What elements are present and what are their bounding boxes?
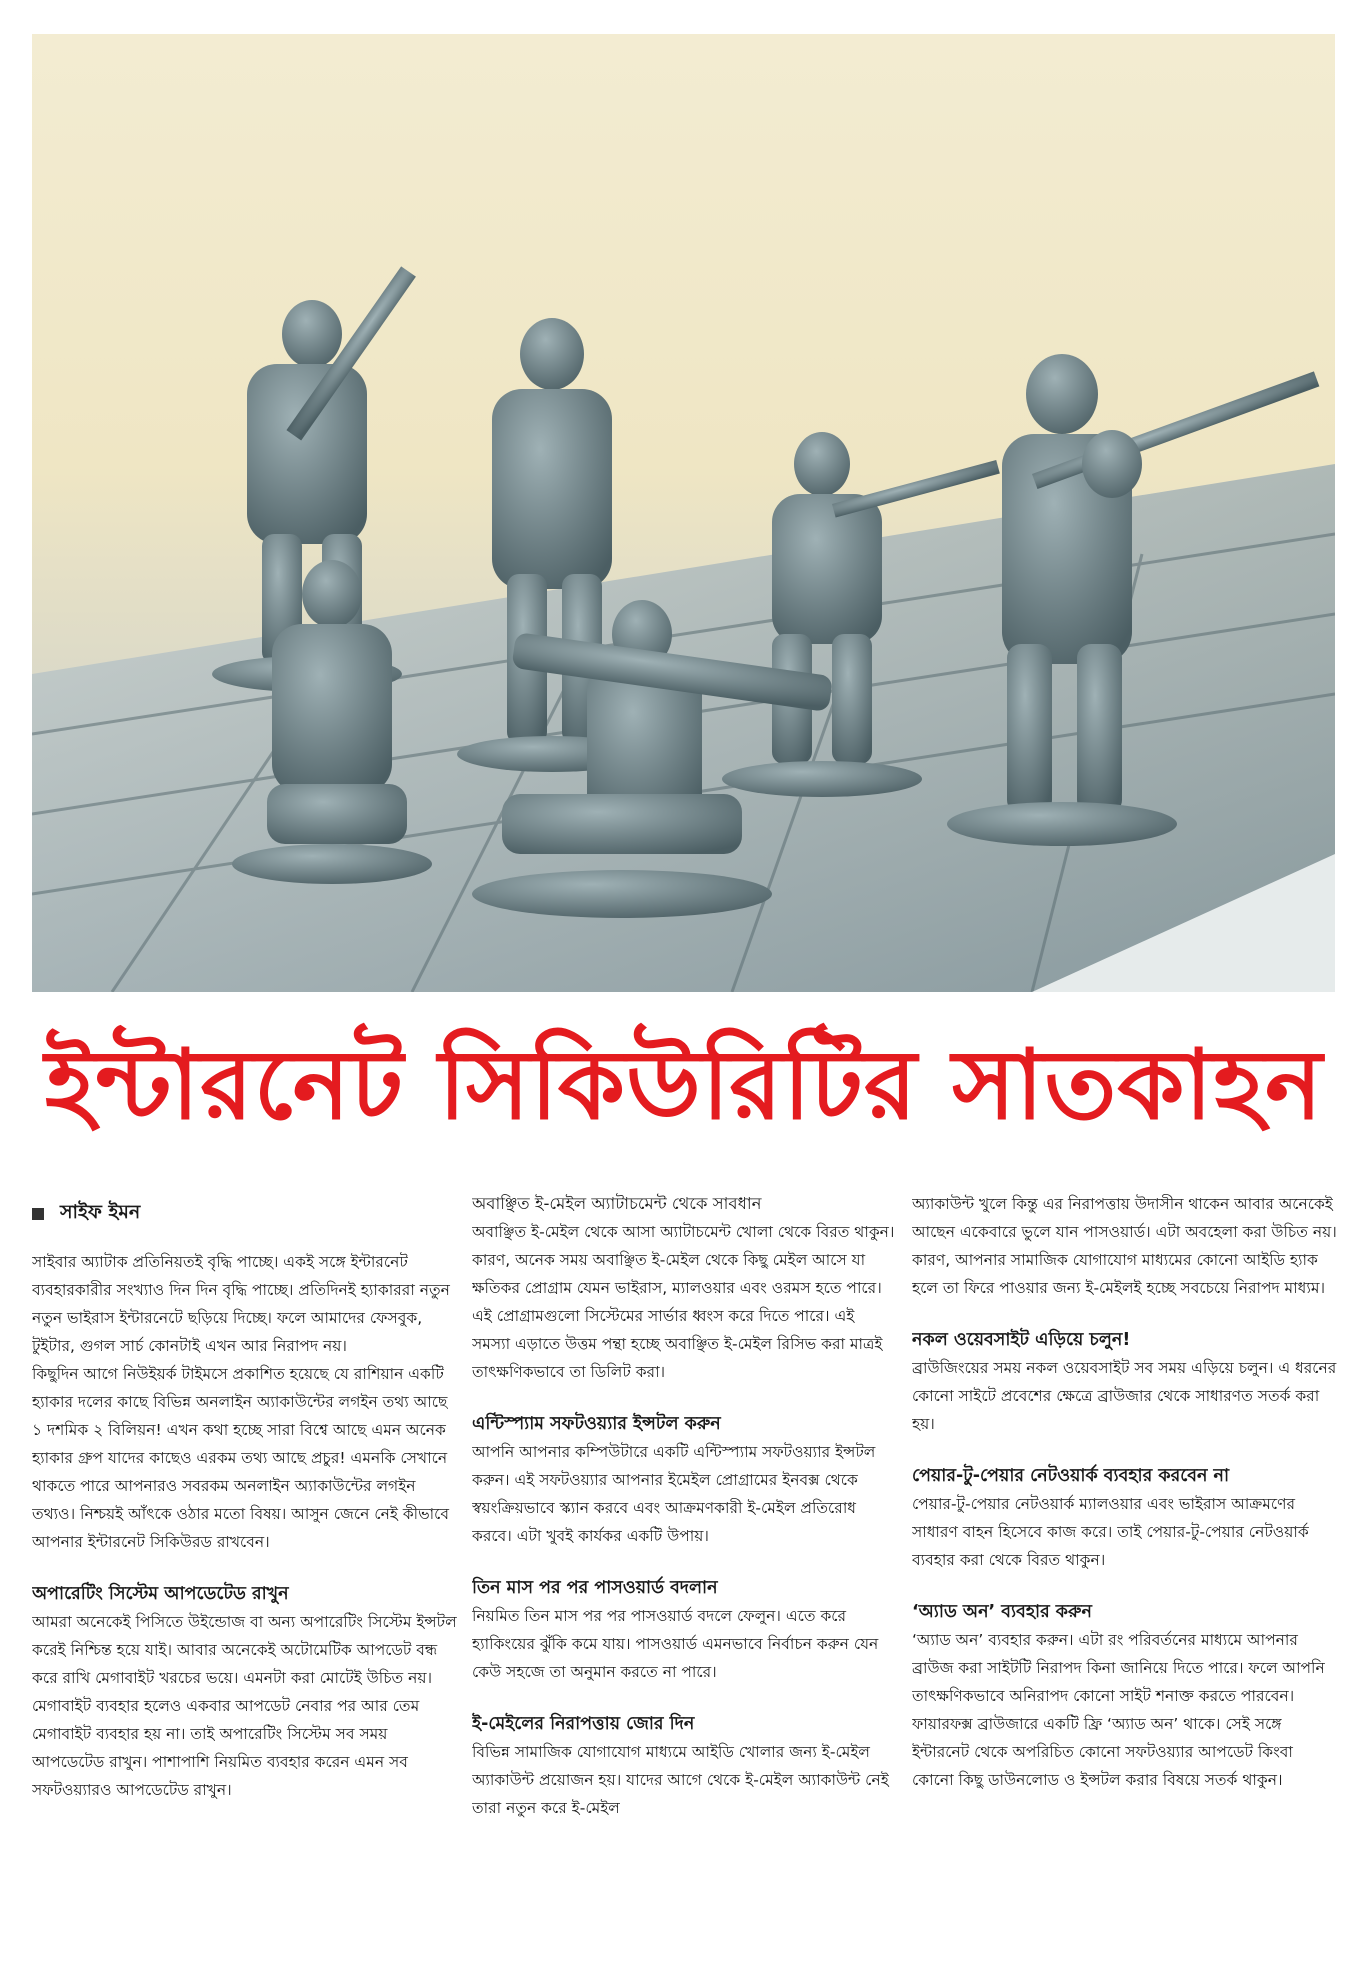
section-body-antispam: আপনি আপনার কম্পিউটারে একটি এন্টিস্প্যাম সফটওয়্যার ইন্সটল করুন। এই সফটওয়্যার আপনার ইমেইল প্রোগ্রামের ইনবক্স থেকে স্বয়ংক্রিয়ভাবে স্ক্যান করবে এবং আক্রমণকারী ই-মেইল প্রতিরোধ করবে। এটা খুবই কার্যকর একটি উপায়। xyxy=(472,1443,876,1545)
section-body-email-security-continued: অ্যাকাউন্ট খুলে কিন্তু এর নিরাপত্তায় উদাসীন থাকেন আবার অনেকেই আছেন একেবারে ভুলে যান পাসওয়ার্ড। এটা অবহেলা করা উচিত নয়। কারণ, আপনার সামাজিক যোগাযোগ মাধ্যমের কোনো আইডি হ্যাক হলে তা ফিরে পাওয়ার জন্য ই-মেইলই হচ্ছে সবচেয়ে নিরাপদ মাধ্যম। xyxy=(912,1195,1337,1297)
section-title-add-on: ‘অ্যাড অন’ ব্যবহার করুন xyxy=(912,1602,1092,1622)
section-title-antispam: এন্টিস্প্যাম সফটওয়্যার ইন্সটল করুন xyxy=(472,1414,721,1434)
section-title-os-update: অপারেটিং সিস্টেম আপডেটেড রাখুন xyxy=(32,1584,289,1604)
section-title-fake-website: নকল ওয়েবসাইট এড়িয়ে চলুন! xyxy=(912,1330,1131,1350)
section-body-add-on-1: ‘অ্যাড অন’ ব্যবহার করুন। এটা রং পরিবর্তনের মাধ্যমে আপনার ব্রাউজ করা সাইটটি নিরাপদ কিনা জানিয়ে দিতে পারে। ফলে আপনি তাৎক্ষণিকভাবে অনিরাপদ কোনো সাইট শনাক্ত করতে পারবেন। xyxy=(912,1631,1325,1705)
section-title-email-security: ই-মেইলের নিরাপত্তায় জোর দিন xyxy=(472,1714,695,1734)
bullet-square-icon xyxy=(32,1208,44,1220)
hero-photo xyxy=(32,34,1335,992)
column-1 xyxy=(32,1190,457,1960)
section-body-password: নিয়মিত তিন মাস পর পর পাসওয়ার্ড বদলে ফেলুন। এতে করে হ্যাকিংয়ের ঝুঁকি কমে যায়। পাসওয়ার্ড এমনভাবে নির্বাচন করুন যেন কেউ সহজে তা অনুমান করতে না পারে। xyxy=(472,1607,879,1681)
column-2 xyxy=(472,1190,897,1960)
intro-paragraph-2: কিছুদিন আগে নিউইয়র্ক টাইমসে প্রকাশিত হয়েছে যে রাশিয়ান একটি হ্যাকার দলের কাছে বিভিন্ন অনলাইন অ্যাকাউন্টের লগইন তথ্য আছে ১ দশমিক ২ বিলিয়ন! এখন কথা হচ্ছে সারা বিশ্বে আছে এমন অনেক হ্যাকার গ্রুপ যাদের কাছেও এরকম তথ্য আছে প্রচুর! এমনকি সেখানে থাকতে পারে আপনারও সবরকম অনলাইন অ্যাকাউন্টের লগইন তথ্যও। নিশ্চয়ই আঁৎকে ওঠার মতো বিষয়। আসুন জেনে নেই কীভাবে আপনার ইন্টারনেট সিকিউরড রাখবেন। xyxy=(32,1365,450,1551)
toy-soldiers-on-keyboard-image xyxy=(32,34,1335,992)
section-title-password: তিন মাস পর পর পাসওয়ার্ড বদলান xyxy=(472,1578,718,1598)
section-body-fake-website: ব্রাউজিংয়ের সময় নকল ওয়েবসাইট সব সময় এড়িয়ে চলুন। এ ধরনের কোনো সাইটে প্রবেশের ক্ষেত্রে ব্রাউজার থেকে সাধারণত সতর্ক করা হয়। xyxy=(912,1359,1337,1433)
section-body-add-on-2: ফায়ারফক্স ব্রাউজারে একটি ফ্রি ‘অ্যাড অন’ থাকে। সেই সঙ্গে ইন্টারনেট থেকে অপরিচিত কোনো সফটওয়্যার আপডেট কিংবা কোনো কিছু ডাউনলোড ও ইন্সটল করার বিষয়ে সতর্ক থাকুন। xyxy=(912,1715,1293,1789)
section-title-p2p: পেয়ার-টু-পেয়ার নেটওয়ার্ক ব্যবহার করবেন না xyxy=(912,1466,1230,1486)
article-columns xyxy=(32,1190,1337,1960)
section-title-attachment: অবাঞ্ছিত ই-মেইল অ্যাটাচমেন্ট থেকে সাবধান xyxy=(472,1194,762,1213)
intro-paragraph-1: সাইবার অ্যাটাক প্রতিনিয়তই বৃদ্ধি পাচ্ছে। একই সঙ্গে ইন্টারনেট ব্যবহারকারীর সংখ্যাও দিন দিন বৃদ্ধি পাচ্ছে। প্রতিদিনই হ্যাকাররা নতুন নতুন ভাইরাস ইন্টারনেটে ছড়িয়ে দিচ্ছে। ফলে আমাদের ফেসবুক, টুইটার, গুগল সার্চ কোনটাই এখন আর নিরাপদ নয়। xyxy=(32,1253,450,1355)
column-3 xyxy=(912,1190,1337,1960)
author-name: সাইফ ইমন xyxy=(60,1201,141,1223)
section-body-os-update: আমরা অনেকেই পিসিতে উইন্ডোজ বা অন্য অপারেটিং সিস্টেম ইন্সটল করেই নিশ্চিন্ত হয়ে যাই। আবার অনেকেই অটোমেটিক আপডেট বন্ধ করে রাখি মেগাবাইট খরচের ভয়ে। এমনটা করা মোটেই উচিত নয়। মেগাবাইট ব্যবহার হলেও একবার আপডেট নেবার পর আর তেম মেগাবাইট ব্যবহার হয় না। তাই অপারেটিং সিস্টেম সব সময় আপডেটেড রাখুন। পাশাপাশি নিয়মিত ব্যবহার করেন এমন সব সফটওয়্যারও আপডেটেড রাখুন। xyxy=(32,1613,457,1799)
section-body-attachment: অবাঞ্ছিত ই-মেইল থেকে আসা অ্যাটাচমেন্ট খোলা থেকে বিরত থাকুন। কারণ, অনেক সময় অবাঞ্ছিত ই-মেইল থেকে কিছু মেইল আসে যা ক্ষতিকর প্রোগ্রাম যেমন ভাইরাস, ম্যালওয়ার এবং ওরমস হতে পারে। এই প্রোগ্রামগুলো সিস্টেমের সার্ভার ধ্বংস করে দিতে পারে। এই সমস্যা এড়াতে উত্তম পন্থা হচ্ছে অবাঞ্ছিত ই-মেইল রিসিভ করা মাত্রই তাৎক্ষণিকভাবে তা ডিলিট করা। xyxy=(472,1223,895,1381)
section-body-email-security: বিভিন্ন সামাজিক যোগাযোগ মাধ্যমে আইডি খোলার জন্য ই-মেইল অ্যাকাউন্ট প্রয়োজন হয়। যাদের আগে থেকে ই-মেইল অ্যাকাউন্ট নেই তারা নতুন করে ই-মেইল xyxy=(472,1743,889,1817)
section-body-p2p: পেয়ার-টু-পেয়ার নেটওয়ার্ক ম্যালওয়ার এবং ভাইরাস আক্রমণের সাধারণ বাহন হিসেবে কাজ করে। তাই পেয়ার-টু-পেয়ার নেটওয়ার্ক ব্যবহার করা থেকে বিরত থাকুন। xyxy=(912,1495,1309,1569)
headline: ইন্টারনেট সিকিউরিটির সাতকাহন xyxy=(44,1029,1324,1141)
byline xyxy=(32,1198,457,1230)
